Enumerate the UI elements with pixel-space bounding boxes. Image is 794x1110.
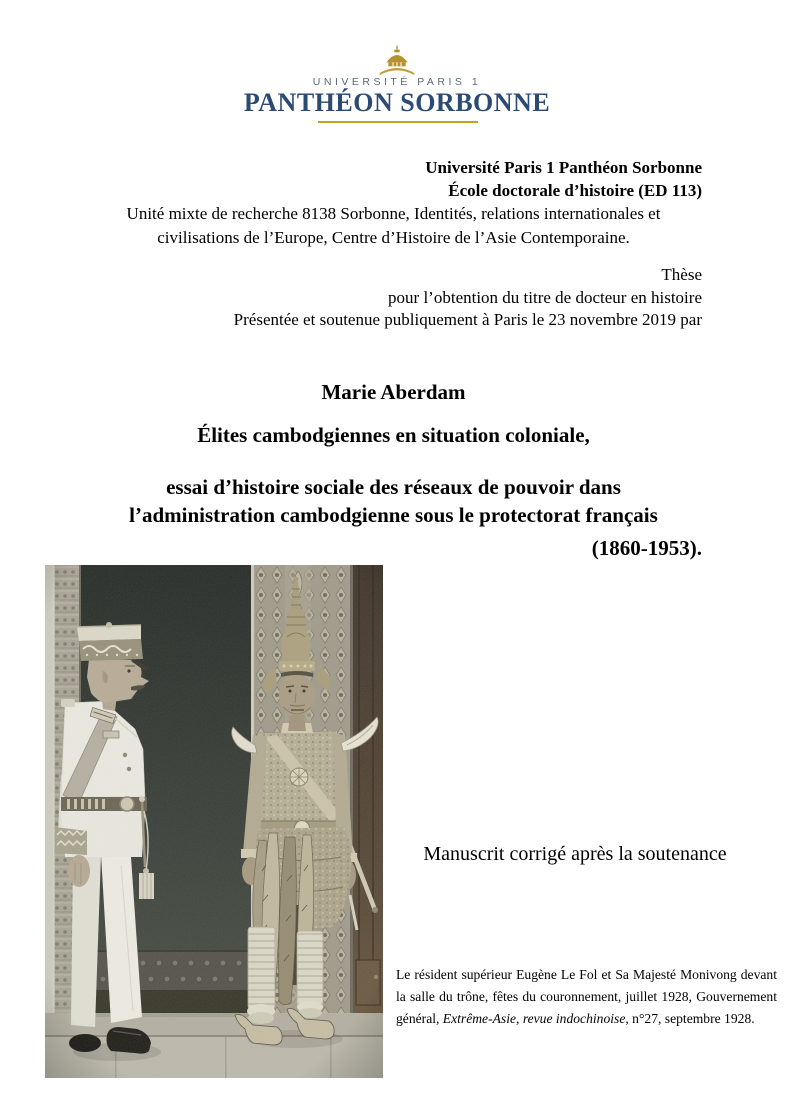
thesis-title-part2-line1: essai d’histoire sociale des réseaux de pouvoir dans xyxy=(166,475,621,499)
institution-line-1: Université Paris 1 Panthéon Sorbonne xyxy=(425,158,702,177)
thesis-title-part2 xyxy=(85,474,702,529)
photo-caption xyxy=(396,964,777,1030)
thesis-statement-block xyxy=(85,264,702,332)
photo-caption-end: , n°27, septembre 1928. xyxy=(625,1011,755,1026)
logo-underline xyxy=(318,121,478,123)
thesis-purpose: pour l’obtention du titre de docteur en histoire xyxy=(388,287,702,307)
thesis-type: Thèse xyxy=(661,265,702,284)
research-unit-line-1: Unité mixte de recherche 8138 Sorbonne, Identités, relations internationales et xyxy=(126,204,661,223)
research-unit-line-2: civilisations de l’Europe, Centre d’Histoire de l’Asie Contemporaine. xyxy=(157,227,630,247)
photo-caption-journal: Extrême-Asie, revue indochinoise xyxy=(442,1011,626,1026)
pantheon-dome-icon xyxy=(377,45,417,75)
thesis-defense: Présentée et soutenue publiquement à Paris le 23 novembre 2019 par xyxy=(233,310,702,329)
photo-caption-text: Le résident supérieur Eugène Le Fol et Sa Majesté Monivong devant la salle du trône, fêtes du couronnement, juillet 1928, Gouvernement général, xyxy=(396,967,777,1026)
logo-university-line: UNIVERSITÉ PARIS 1 xyxy=(312,76,482,88)
cover-photo xyxy=(45,565,383,1078)
institution-block xyxy=(85,156,702,202)
author-name: Marie Aberdam xyxy=(321,380,466,404)
research-unit-block xyxy=(85,202,702,249)
thesis-title-years: (1860-1953). xyxy=(591,536,702,560)
thesis-title-part2-line2: l’administration cambodgienne sous le protectorat français xyxy=(129,502,658,527)
thesis-title-part1: Élites cambodgiennes en situation coloniale, xyxy=(197,423,590,447)
institution-line-2: École doctorale d’histoire (ED 113) xyxy=(448,181,702,200)
manuscript-note: Manuscrit corrigé après la soutenance xyxy=(423,843,727,865)
logo-pantheon-sorbonne: PANTHÉON SORBONNE xyxy=(243,88,551,117)
